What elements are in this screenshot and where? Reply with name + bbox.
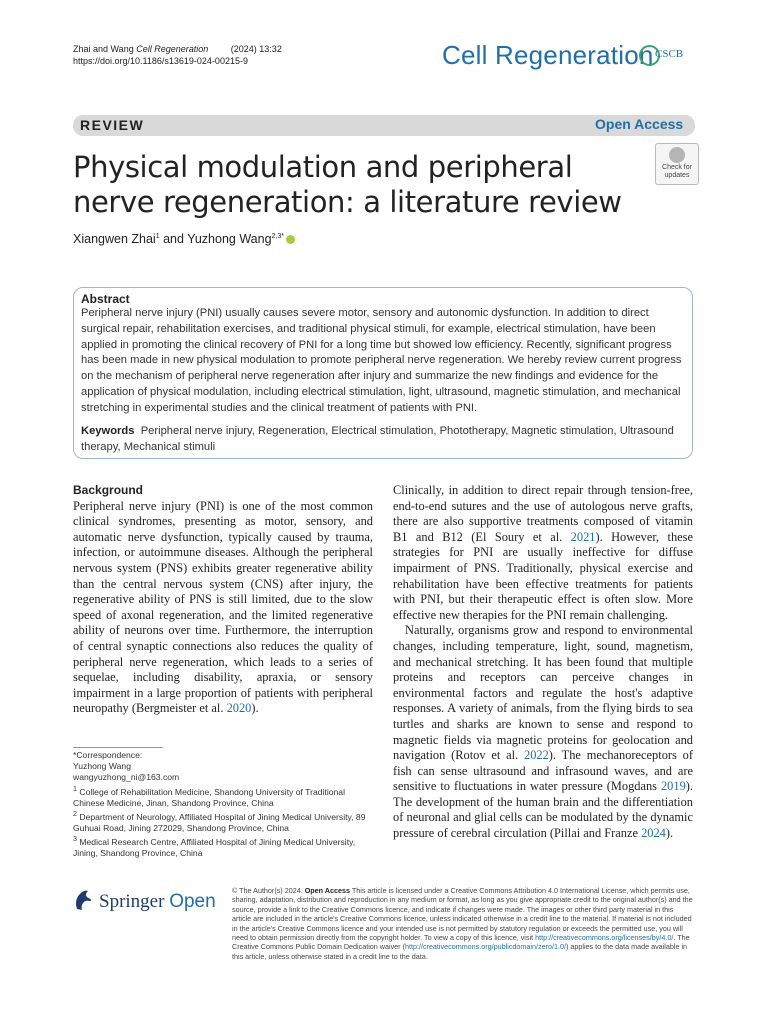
- doi-link[interactable]: https://doi.org/10.1186/s13619-024-00215-9: [73, 56, 248, 66]
- springer-open-logo: [73, 887, 223, 917]
- license-text: © The Author(s) 2024. Open Access This article is licensed under a Creative Commons Attribution 4.0 International License, which permits use, sharing, adaptation, distribution and reproduction in any medium or format, as long as you give appropriate credit to the original author(s) and the source, provide a link to the Creative Commons licence, and indicate if changes were made. The images or other third party material in this article are included in the article's Creative Commons licence, unless indicated otherwise in a credit line to the material. If material is not included in the article's Creative Commons licence and your intended use is not permitted by statutory regulation or exceeds the permitted use, you will need to obtain permission directly from the copyright holder. To view a copy of this licence, visit http://creativecommons.org/licenses/by/4.0/. The Creative Commons Public Domain Dedication waiver (http://creativecommons.org/publicdomain/zero/1.0/) applies to the data made available in this article, unless otherwise stated in a credit line to the data.: [232, 886, 693, 961]
- check-for-updates-button[interactable]: [655, 143, 699, 185]
- header-journal: Cell Regeneration: [136, 44, 209, 54]
- correspondence-name: Yuzhong Wang: [73, 761, 131, 772]
- section-heading-background: Background: [73, 483, 144, 497]
- affiliation-2: $^2$ Department of Neurology, Affiliated Hospital of Jining Medical University, 89 Guhuai Road, Jining 272029, Shandong Province, China: [73, 809, 366, 833]
- public-domain-link[interactable]: http://creativecommons.org/publicdomain/zero/1.0/: [404, 942, 566, 952]
- license-link[interactable]: http://creativecommons.org/licenses/by/4.0/: [535, 933, 674, 943]
- keywords-label: Keywords: [81, 425, 135, 437]
- cscb-logo: [635, 42, 697, 70]
- license-open-access: Open Access: [304, 886, 350, 895]
- journal-logo: Cell Regeneration: [442, 40, 654, 70]
- abstract-text: Peripheral nerve injury (PNI) usually causes severe motor, sensory and autonomic dysfunction. In addition to direct surgical repair, rehabilitation exercises, and traditional physical stimuli, for example, electrical stimulation, have been applied in promoting the clinical recovery of PNI for a long time but showed low efficiency. Recently, significant progress has been made in new physical modulation to promote peripheral nerve regeneration. We hereby review current progress on the mechanism of peripheral nerve regeneration after injury and summarize the new findings and evidence for the application of physical modulation, including electrical stimulation, light, ultrasound, magnetic stimulation, and mechanical stretching in experimental studies and the clinical treatment of patients with PNI.: [81, 307, 682, 414]
- springer-wordmark: Springer Open: [99, 891, 216, 912]
- citation-link[interactable]: 2019: [660, 779, 686, 794]
- body-paragraph-2: [393, 623, 693, 841]
- check-updates-icon: [669, 147, 685, 163]
- body-text: ). The development of the human brain and the differentiation of neuronal and glial cells can be modulated by the dynamic pressure of cerebral circulation (Pillai and Franze: [393, 779, 693, 841]
- body-text: Naturally, organisms grow and respond to environmental changes, including temperature, light, sound, magnetism, and mechanical stretching. It has been found that multiple proteins and receptors can perceive changes in environmental factors and regulate the host's adaptive responses. A variety of animals, from the flying birds to sea turtles and sharks are known to sense and respond to magnetic fields via magnetic proteins for geolocation and navigation (Rotov et al.: [393, 623, 693, 763]
- author-conjunction: and: [163, 232, 184, 246]
- running-header: [73, 43, 282, 55]
- check-updates-label: Check for updates: [662, 164, 692, 179]
- body-right-column: [393, 483, 693, 842]
- body-paragraph-cont: ). However, these strategies for PNI are usually ineffective for diffuse impairment of PNS. Traditionally, physical exercise and rehabilitation have been effective treatments for patients with PNI, but their therapeutic effect is often slow. More effective new therapies for the PNI remain challenging.: [393, 529, 693, 622]
- keywords-list: Peripheral nerve injury, Regeneration, Electrical stimulation, Phototherapy, Magnetic stimulation, Ultrasound therapy, Mechanical stimuli: [81, 425, 674, 453]
- citation-link[interactable]: 2021: [570, 529, 596, 544]
- author-1-affiliation: 1: [155, 232, 160, 240]
- orcid-icon[interactable]: [286, 235, 295, 244]
- header-authors: Zhai and Wang: [73, 44, 134, 54]
- citation-link[interactable]: 2024: [641, 826, 666, 841]
- keywords: [81, 424, 687, 456]
- cscb-logo-text: CSCB: [655, 48, 684, 60]
- correspondence-label: *Correspondence:: [73, 750, 143, 760]
- footnotes: [73, 750, 373, 859]
- article-title: Physical modulation and peripheral nerve regeneration: a literature review: [73, 150, 622, 219]
- body-left-column: [73, 483, 373, 717]
- open-access-label: Open Access: [595, 116, 684, 132]
- citation-link[interactable]: 2022: [524, 748, 549, 763]
- correspondence-email[interactable]: wangyuzhong_ni@163.com: [73, 772, 180, 783]
- author-2[interactable]: Yuzhong Wang: [187, 232, 272, 246]
- author-2-affiliation: 2,3*: [271, 232, 284, 240]
- article-type-label: REVIEW: [80, 117, 145, 133]
- author-1[interactable]: Xiangwen Zhai: [73, 232, 156, 246]
- affiliation-3: $^3$ Medical Research Centre, Affiliated Hospital of Jining Medical University, Jining, Shandong Province, China: [73, 835, 356, 859]
- body-text: ).: [665, 826, 674, 841]
- footnote-divider: [73, 747, 163, 748]
- body-paragraph: Clinically, in addition to direct repair through tension-free, end-to-end sutures and the use of autologous nerve grafts, there are also supportive treatments composed of vitamin B1 and B12 (El Soury et al.: [393, 483, 693, 544]
- body-text: ). The mechanoreceptors of fish can sense ultrasound and infrasound waves, and are sensitive to fluctuations in water pressure (Mogdans: [393, 748, 693, 794]
- author-list: [73, 232, 295, 246]
- header-year-volume: (2024) 13:32: [230, 44, 282, 54]
- body-paragraph-end: ).: [251, 701, 259, 716]
- springer-horse-icon: [73, 889, 93, 911]
- citation-link[interactable]: 2020: [226, 701, 252, 716]
- body-paragraph: Peripheral nerve injury (PNI) is one of the most common clinical syndromes, presenting as motor, sensory, and automatic nerve dysfunction, typically caused by trauma, infection, or autoimmune diseases. Although the peripheral nervous system (PNS) exhibits greater regenerative ability than the central nervous system (CNS) after injury, the regenerative ability of PNS is still limited, due to the slow speed of axonal regeneration, and the limited regenerative ability of neurons over time. Furthermore, the interruption of central synaptic connections also reduces the quality of peripheral nerve regeneration, which leads to a series of sequelae, including disability, apraxia, or sensory impairment in a large proportion of patients with peripheral neuropathy (Bergmeister et al.: [73, 498, 373, 716]
- affiliation-1: $^1$ College of Rehabilitation Medicine, Shandong University of Traditional Chinese Medicine, Jinan, Shandong Province, China: [73, 784, 345, 808]
- abstract-heading: Abstract: [81, 292, 130, 306]
